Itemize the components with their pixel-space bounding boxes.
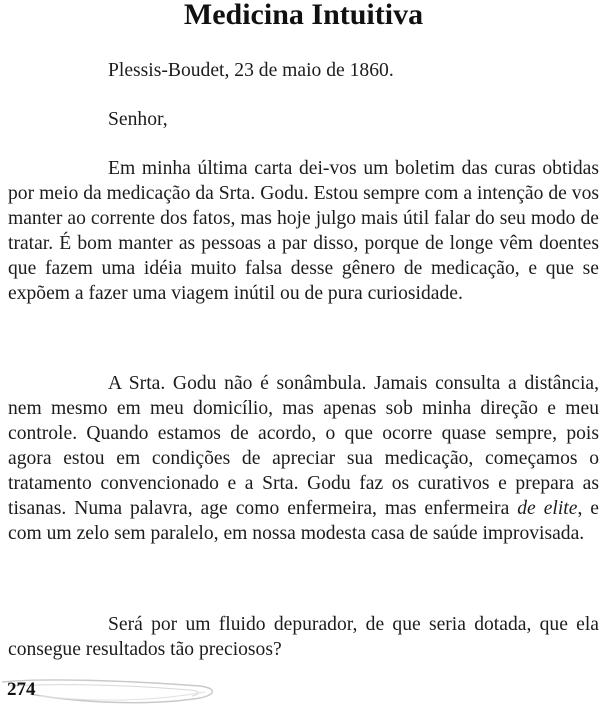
page-footer xyxy=(0,676,607,711)
paragraph-3: Será por um fluido depurador, de que seria dotada, que ela consegue resultados tão preciosos? xyxy=(8,614,599,660)
paragraph-2 xyxy=(8,371,599,546)
salutation: Senhor, xyxy=(108,109,168,130)
paragraph-2-text-start: A Srta. Godu não é sonâmbula. Jamais consulta a distância, nem mesmo em meu domicílio, mas apenas sob minha direção e meu controle. Quando estamos de acordo, o que ocorre quase sempre, pois agora estou em condições de apreciar sua medicação, começamos o tratamento convencionado e a Srta. Godu faz os curativos e prepara as tisanas. Numa palavra, age como enfermeira, mas enfermeira xyxy=(8,373,599,519)
paragraph-2-text-end: , e com um zelo sem paralelo, em nossa modesta casa de saúde improvisada. xyxy=(8,498,599,544)
page-title: Medicina Intuitiva xyxy=(183,0,424,31)
paragraph-2-italic-phrase: de elite xyxy=(517,498,578,519)
paragraph-1: Em minha última carta dei-vos um boletim das curas obtidas por meio da medicação da Srta. Godu. Estou sempre com a intenção de vos manter ao corrente dos fatos, mas hoje julgo mais útil falar do seu modo de tratar. É bom manter as pessoas a par disso, porque de longe vêm doentes que fazem uma idéia muito falsa desse gênero de medicação, e que se expõem a fazer uma viagem inútil ou de pura curiosidade. xyxy=(8,158,599,304)
page-number: 274 xyxy=(7,679,36,700)
dateline: Plessis-Boudet, 23 de maio de 1860. xyxy=(108,60,394,81)
